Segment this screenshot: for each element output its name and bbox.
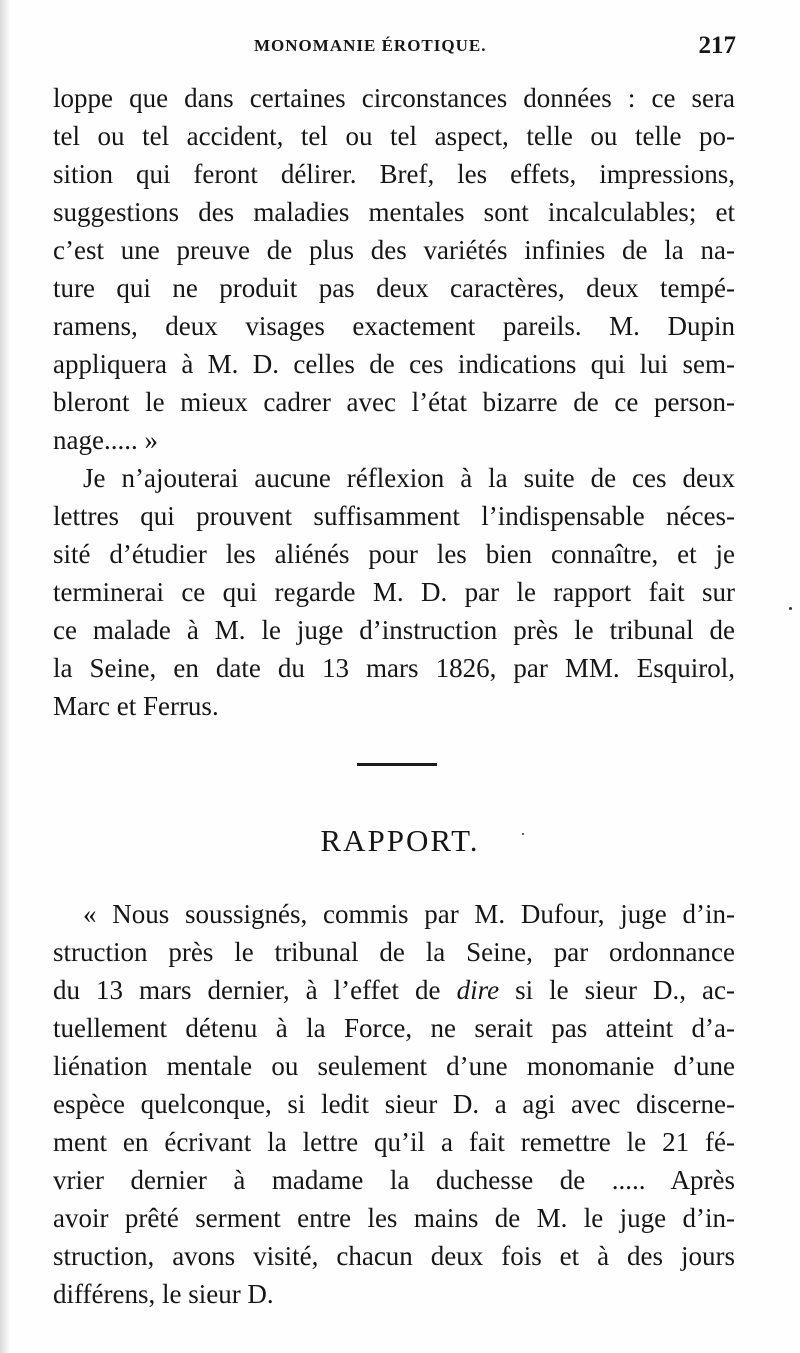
body-line: ture qui ne produit pas deux caractères, deux tempé-	[53, 273, 735, 303]
report-text: différens, le sieur D.	[53, 1279, 274, 1309]
body-line: appliquera à M. D. celles de ces indications qui lui sem-	[53, 349, 735, 379]
report-text: struction près le tribunal de la Seine, par ordonnance	[53, 937, 735, 967]
report-line	[83, 895, 735, 933]
body-line: nage..... »	[53, 425, 158, 455]
running-title: MONOMANIE ÉROTIQUE.	[254, 36, 487, 55]
report-line	[53, 1085, 735, 1123]
body-line: Marc et Ferrus.	[53, 691, 219, 721]
paragraph-first-line: Je n’ajouterai aucune réflexion à la suite de ces deux	[83, 463, 735, 493]
report-line	[53, 1237, 735, 1275]
report-text: « Nous soussignés, commis par M. Dufour, juge d’in-	[83, 899, 735, 929]
report-text: liénation mentale ou seulement d’une monomanie d’une	[53, 1051, 735, 1081]
report-text: espèce quelconque, si ledit sieur D. a agi avec discerne-	[53, 1089, 735, 1119]
report-text: ment en écrivant la lettre qu’il a fait remettre le 21 fé-	[53, 1127, 735, 1157]
report-text: du 13 mars dernier, à l’effet de	[53, 975, 457, 1005]
paper-speck	[789, 607, 792, 610]
report-line	[53, 1047, 735, 1085]
report-italic-text: dire	[456, 975, 500, 1005]
report-text: si le sieur D., ac-	[499, 975, 736, 1005]
body-line: bleront le mieux cadrer avec l’état bizarre de ce person-	[53, 387, 735, 417]
body-line: loppe que dans certaines circonstances données : ce sera	[53, 83, 735, 113]
section-divider	[357, 763, 437, 766]
report-text: tuellement détenu à la Force, ne serait pas atteint d’a-	[53, 1013, 735, 1043]
body-line: sité d’étudier les aliénés pour les bien connaître, et je	[53, 539, 735, 569]
paper-speck	[522, 833, 524, 835]
report-line	[53, 1199, 735, 1237]
page-number: 217	[698, 32, 736, 59]
body-line: suggestions des maladies mentales sont incalculables; et	[53, 197, 735, 227]
body-line: tel ou tel accident, tel ou tel aspect, telle ou telle po-	[53, 121, 735, 151]
report-line	[53, 933, 735, 971]
report-line	[53, 1123, 735, 1161]
body-line: ce malade à M. le juge d’instruction près le tribunal de	[53, 615, 735, 645]
report-text: avoir prêté serment entre les mains de M. le juge d’in-	[53, 1203, 735, 1233]
body-line: terminerai ce qui regarde M. D. par le rapport fait sur	[53, 577, 735, 607]
body-line: lettres qui prouvent suffisamment l’indispensable néces-	[53, 501, 735, 531]
body-line: la Seine, en date du 13 mars 1826, par MM. Esquirol,	[53, 653, 735, 683]
report-text: vrier dernier à madame la duchesse de ..... Après	[53, 1165, 735, 1195]
body-line: ramens, deux visages exactement pareils. M. Dupin	[53, 311, 735, 341]
report-line	[53, 1009, 735, 1047]
running-header	[54, 32, 736, 64]
body-line: c’est une preuve de plus des variétés infinies de la na-	[53, 235, 735, 265]
report-line	[53, 1275, 735, 1313]
report-line	[53, 1161, 735, 1199]
body-line: sition qui feront délirer. Bref, les effets, impressions,	[53, 159, 735, 189]
report-line	[53, 971, 735, 1009]
report-text: struction, avons visité, chacun deux fois et à des jours	[53, 1241, 735, 1271]
page-edge-shadow	[0, 0, 10, 1353]
section-title: RAPPORT.	[320, 823, 480, 858]
